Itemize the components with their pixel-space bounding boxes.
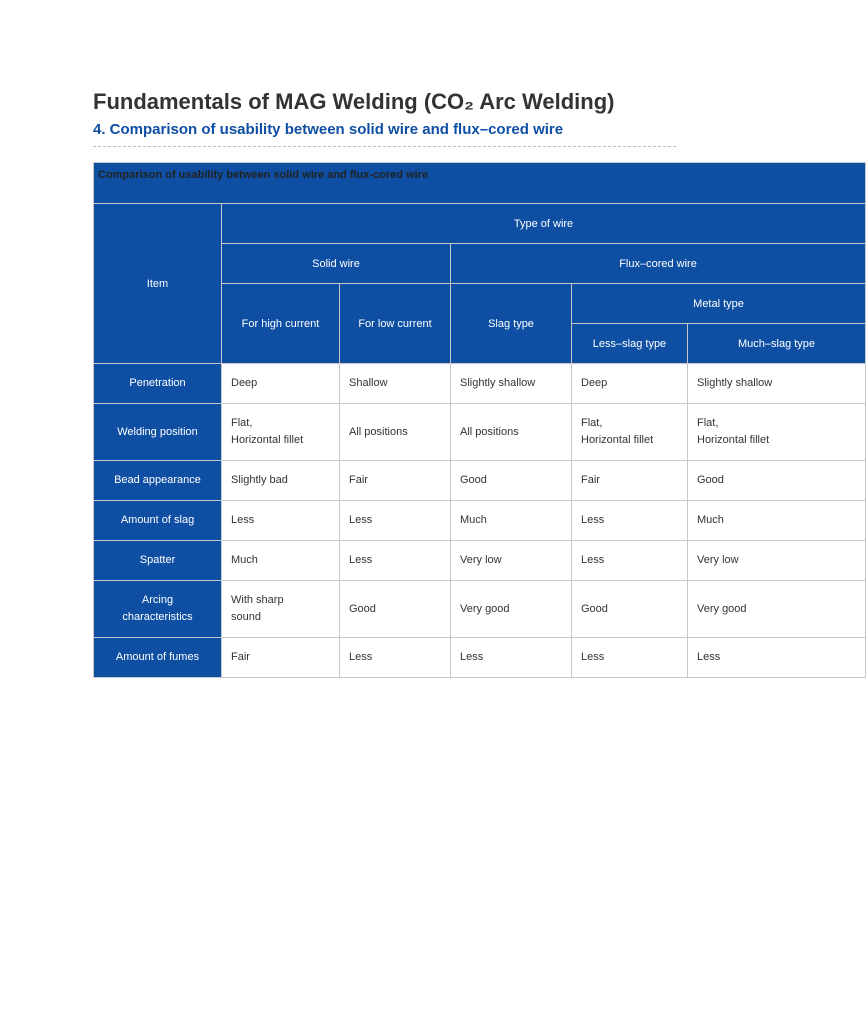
flux-cored-wire-header: Flux–cored wire [451, 244, 866, 284]
table-cell [222, 638, 340, 678]
table-cell-line: sound [231, 611, 261, 623]
table-cell [340, 581, 451, 638]
type-of-wire-header: Type of wire [222, 204, 866, 244]
table-cell [688, 541, 866, 581]
table-cell [572, 581, 688, 638]
table-cell-line: Slightly bad [231, 474, 288, 486]
metal-type-header: Metal type [572, 284, 866, 324]
table-caption: Comparison of usability between solid wire and flux-cored wire [94, 163, 866, 204]
table-cell-line: Less [349, 651, 373, 663]
comparison-table-wrapper [93, 162, 816, 678]
table-cell [572, 364, 688, 404]
row-item-label [94, 638, 222, 678]
table-cell-line: Very low [460, 554, 502, 566]
table-cell-line: Horizontal fillet [231, 434, 304, 446]
table-cell-line: Flat, [231, 417, 253, 429]
much-slag-type-header: Much–slag type [688, 324, 866, 364]
table-cell-line: Less [460, 651, 484, 663]
table-cell-line: Fair [231, 651, 250, 663]
table-cell [688, 501, 866, 541]
table-cell-line: All positions [349, 425, 408, 438]
table-cell-line: Horizontal fillet [697, 434, 770, 446]
table-cell [572, 461, 688, 501]
row-item-label [94, 541, 222, 581]
table-cell-line: Less [697, 651, 721, 663]
item-column-header: Item [94, 204, 222, 364]
for-low-current-header: For low current [340, 284, 451, 364]
row-item-label [94, 364, 222, 404]
table-cell [340, 461, 451, 501]
row-item-label-line: Spatter [139, 554, 176, 566]
row-item-label-line: Arcing [141, 594, 174, 606]
table-cell-line: Fair [581, 474, 600, 486]
table-cell [688, 638, 866, 678]
table-cell-line: Flat, [697, 417, 719, 429]
solid-wire-header: Solid wire [222, 244, 451, 284]
table-cell-line: Good [349, 602, 376, 615]
slag-type-header: Slag type [451, 284, 572, 364]
table-cell-line: Horizontal fillet [581, 434, 654, 446]
table-cell-line: Very good [697, 602, 747, 615]
table-cell [222, 404, 340, 461]
table-cell [340, 404, 451, 461]
row-item-label-line: Penetration [129, 377, 186, 389]
table-row [94, 581, 866, 638]
dashed-divider [93, 146, 676, 147]
table-cell [451, 501, 572, 541]
table-cell [451, 404, 572, 461]
table-cell [451, 461, 572, 501]
table-row [94, 541, 866, 581]
table-cell [340, 501, 451, 541]
table-cell [572, 638, 688, 678]
table-cell-line: Shallow [349, 377, 388, 389]
table-cell-line: All positions [460, 425, 519, 438]
row-item-label [94, 501, 222, 541]
table-row [94, 404, 866, 461]
table-cell-line: Very good [460, 602, 510, 615]
table-cell-line: Good [697, 474, 724, 486]
table-cell-line: Less [581, 554, 605, 566]
table-cell-line: Slightly shallow [460, 377, 536, 389]
table-cell [222, 461, 340, 501]
table-cell [340, 638, 451, 678]
table-cell-line: Less [231, 514, 255, 526]
table-cell [222, 541, 340, 581]
for-high-current-header: For high current [222, 284, 340, 364]
table-cell-line: Good [581, 602, 608, 615]
table-cell-line: Less [581, 651, 605, 663]
table-cell [688, 364, 866, 404]
table-cell-line: Very low [697, 554, 739, 566]
table-cell-line: Much [697, 514, 724, 526]
row-item-label-line: Amount of fumes [115, 651, 200, 663]
table-cell [222, 501, 340, 541]
table-cell-line: With sharp [231, 594, 284, 606]
less-slag-type-header: Less–slag type [572, 324, 688, 364]
row-item-label [94, 461, 222, 501]
table-row [94, 461, 866, 501]
table-cell [340, 364, 451, 404]
table-cell-line: Slightly shallow [697, 377, 773, 389]
table-cell [451, 364, 572, 404]
table-cell [451, 581, 572, 638]
comparison-table [93, 162, 866, 678]
table-cell [340, 541, 451, 581]
table-cell-line: Less [581, 514, 605, 526]
table-cell [451, 638, 572, 678]
table-cell [222, 364, 340, 404]
table-cell [572, 501, 688, 541]
table-row [94, 364, 866, 404]
table-cell-line: Fair [349, 474, 368, 486]
page-title: Fundamentals of MAG Welding (CO₂ Arc Welding) [93, 89, 615, 114]
table-cell-line: Much [231, 554, 258, 566]
section-title: 4. Comparison of usability between solid wire and flux–cored wire [93, 121, 564, 138]
row-item-label [94, 404, 222, 461]
table-cell-line: Good [460, 474, 487, 486]
table-cell-line: Much [460, 514, 487, 526]
table-cell [222, 581, 340, 638]
row-item-label-line: Amount of slag [120, 514, 195, 526]
table-cell [451, 541, 572, 581]
row-item-label-line: Welding position [117, 425, 198, 438]
table-cell-line: Deep [581, 377, 608, 389]
table-cell [572, 541, 688, 581]
table-row [94, 638, 866, 678]
table-row [94, 501, 866, 541]
table-cell-line: Less [349, 554, 373, 566]
table-cell [688, 404, 866, 461]
row-item-label-line: characteristics [122, 611, 193, 623]
row-item-label [94, 581, 222, 638]
table-cell [688, 461, 866, 501]
row-item-label-line: Bead appearance [114, 474, 201, 486]
table-cell-line: Less [349, 514, 373, 526]
table-cell [688, 581, 866, 638]
table-cell-line: Flat, [581, 417, 603, 429]
table-cell-line: Deep [231, 377, 258, 389]
table-cell [572, 404, 688, 461]
